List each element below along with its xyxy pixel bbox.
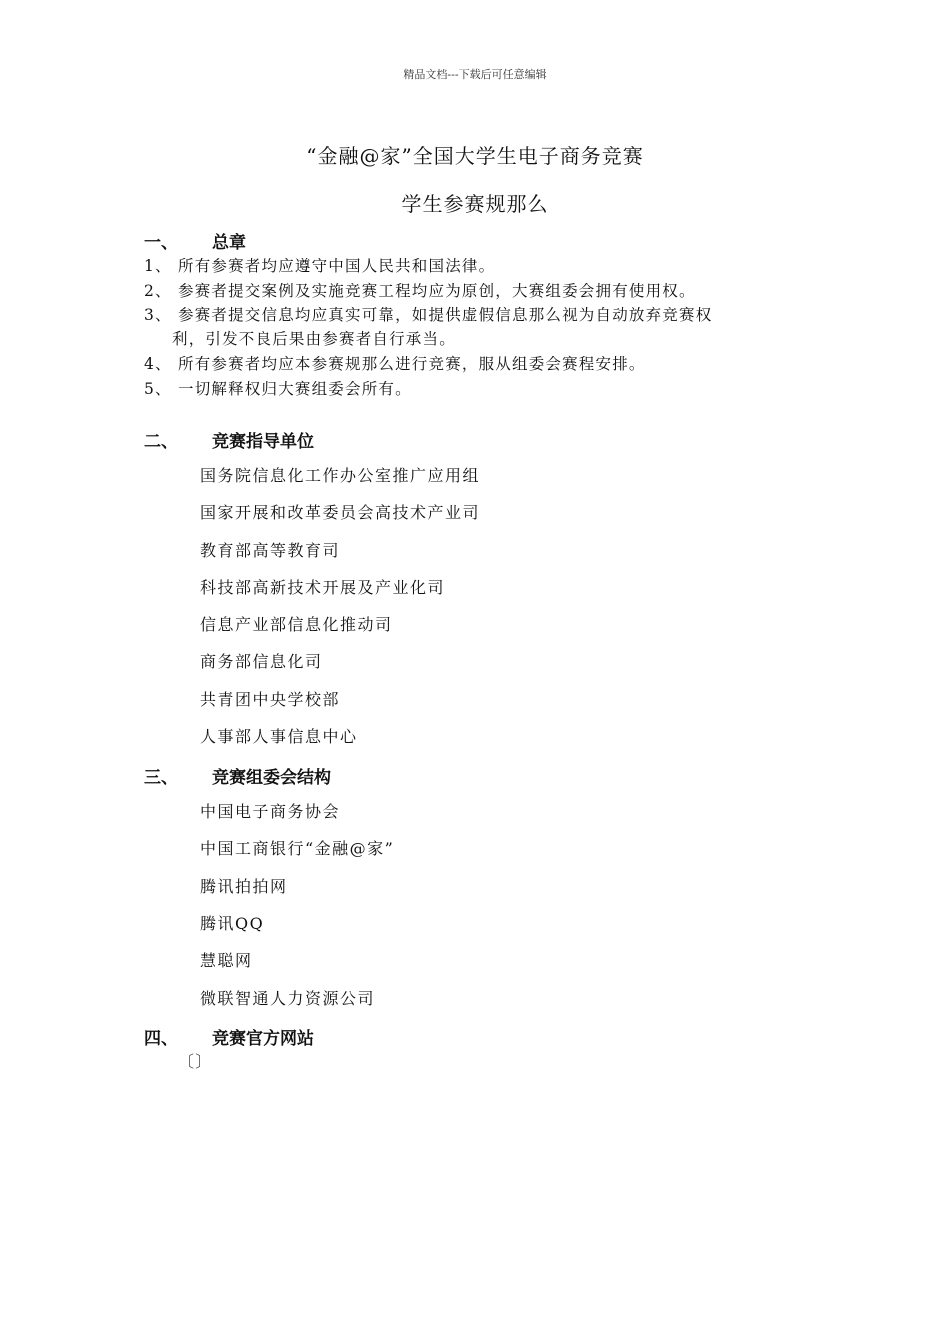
- section-title: 竞赛组委会结构: [212, 768, 331, 788]
- rule-text: 参赛者提交案例及实施竞赛工程均应为原创，大赛组委会拥有使用权。: [178, 282, 696, 300]
- rule-number: 4、: [144, 355, 172, 373]
- rule-text: 所有参赛者均应本参赛规那么进行竞赛，服从组委会赛程安排。: [178, 355, 646, 373]
- rule-item: [144, 303, 712, 325]
- rule-number: 2、: [144, 282, 172, 300]
- rule-text: 所有参赛者均应遵守中国人民共和国法律。: [178, 257, 496, 275]
- rule-item: [144, 352, 646, 374]
- list-item: 中国电子商务协会: [200, 802, 341, 821]
- list-item: 教育部高等教育司: [200, 541, 341, 560]
- rule-item: [144, 254, 495, 276]
- list-item: 共青团中央学校部: [200, 690, 341, 709]
- section-number: 二、: [144, 432, 178, 452]
- rule-number: 5、: [144, 380, 172, 398]
- section-heading-general: [144, 228, 246, 253]
- rule-number: 3、: [144, 306, 172, 324]
- rule-item: [144, 279, 696, 301]
- rule-text: 一切解释权归大赛组委会所有。: [178, 380, 412, 398]
- page-header: 精品文档---下载后可任意编辑: [403, 68, 547, 81]
- section-title: 总章: [212, 233, 246, 253]
- section-number: 三、: [144, 768, 178, 788]
- list-item: 微联智通人力资源公司: [200, 989, 376, 1008]
- list-item: 腾讯拍拍网: [200, 877, 288, 896]
- section-title: 竞赛官方网站: [212, 1029, 314, 1049]
- rule-text: 参赛者提交信息均应真实可靠，如提供虚假信息那么视为自动放弃竞赛权: [178, 306, 713, 324]
- section-number: 一、: [144, 233, 178, 253]
- section-heading-organizing-committee: [144, 763, 331, 788]
- section-title: 竞赛指导单位: [212, 432, 314, 452]
- rule-item: [144, 377, 412, 399]
- section-heading-guidance-units: [144, 427, 314, 452]
- list-item: 信息产业部信息化推动司: [200, 615, 393, 634]
- rule-text: 利，引发不良后果由参赛者自行承当。: [172, 330, 456, 348]
- list-item: 商务部信息化司: [200, 652, 323, 671]
- section-heading-official-website: [144, 1024, 314, 1049]
- rule-number: 1、: [144, 257, 172, 275]
- document-subtitle: 学生参赛规那么: [401, 192, 549, 216]
- website-placeholder: 〔〕: [178, 1052, 213, 1071]
- list-item: 慧聪网: [200, 951, 253, 970]
- list-item: 腾讯QQ: [200, 914, 265, 933]
- list-item: 国务院信息化工作办公室推广应用组: [200, 466, 481, 485]
- document-title: “金融@家”全国大学生电子商务竞赛: [306, 144, 644, 168]
- rule-item-continuation: [172, 327, 456, 349]
- list-item: 中国工商银行“金融@家”: [200, 839, 395, 858]
- list-item: 科技部高新技术开展及产业化司: [200, 578, 446, 597]
- section-number: 四、: [144, 1029, 178, 1049]
- list-item: 人事部人事信息中心: [200, 727, 358, 746]
- list-item: 国家开展和改革委员会高技术产业司: [200, 503, 481, 522]
